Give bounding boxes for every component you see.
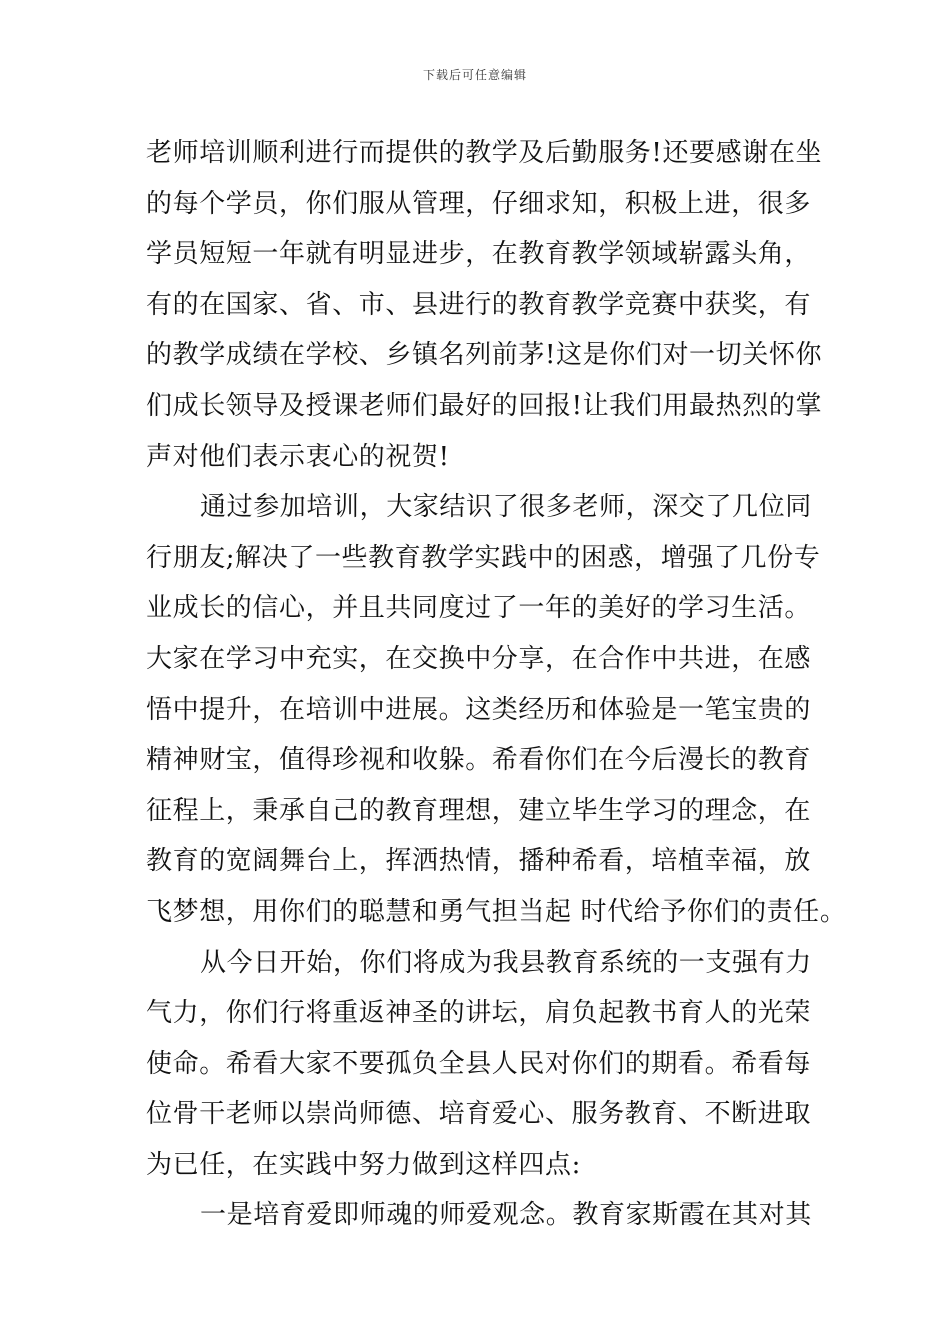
text-line: 飞梦想，用你们的聪慧和勇气担当起 时代给予你们的责任。 [146, 896, 847, 927]
text-line: 们成长领导及授课老师们最好的回报!让我们用最热烈的掌 [146, 390, 823, 421]
paragraph-start-line: 通过参加培训，大家结识了很多老师，深交了几位同 [200, 492, 812, 523]
text-line: 气力，你们行将重返神圣的讲坛，肩负起教书育人的光荣 [146, 998, 812, 1029]
text-line: 的教学成绩在学校、乡镇名列前茅!这是你们对一切关怀你 [146, 340, 823, 371]
text-line: 行朋友;解决了一些教育教学实践中的困惑，增强了几份专 [146, 542, 821, 573]
body-text [146, 128, 847, 1241]
text-line: 声对他们表示衷心的祝贺! [146, 441, 450, 472]
text-line: 使命。希看大家不要孤负全县人民对你们的期看。希看每 [146, 1048, 812, 1079]
paragraph-start-line: 一是培育爱即师魂的师爱观念。教育家斯霞在其对其 [200, 1200, 812, 1231]
text-line: 的每个学员，你们服从管理，仔细求知，积极上进，很多 [146, 188, 812, 219]
text-line: 有的在国家、省、市、县进行的教育教学竞赛中获奖，有 [146, 289, 812, 320]
paragraph-start-line: 从今日开始，你们将成为我县教育系统的一支强有力 [200, 947, 812, 978]
text-line: 征程上，秉承自己的教育理想，建立毕生学习的理念，在 [146, 795, 812, 826]
text-line: 老师培训顺利进行而提供的教学及后勤服务!还要感谢在坐 [146, 138, 823, 168]
text-line: 业成长的信心，并且共同度过了一年的美好的学习生活。 [146, 593, 812, 624]
text-line: 位骨干老师以崇尚师德、培育爱心、服务教育、不断进取 [146, 1099, 812, 1130]
text-line: 教育的宽阔舞台上，挥洒热情，播种希看，培植幸福，放 [146, 846, 812, 877]
text-line: 为已任，在实践中努力做到这样四点: [146, 1149, 581, 1180]
text-line: 大家在学习中充实，在交换中分享，在合作中共进，在感 [146, 643, 812, 674]
header-note: 下载后可任意编辑 [422, 68, 527, 82]
text-line: 悟中提升，在培训中进展。这类经历和体验是一笔宝贵的 [146, 694, 812, 725]
text-line: 精神财宝，值得珍视和收躲。希看你们在今后漫长的教育 [146, 745, 812, 776]
text-line: 学员短短一年就有明显进步，在教育教学领域崭露头角， [146, 239, 812, 270]
